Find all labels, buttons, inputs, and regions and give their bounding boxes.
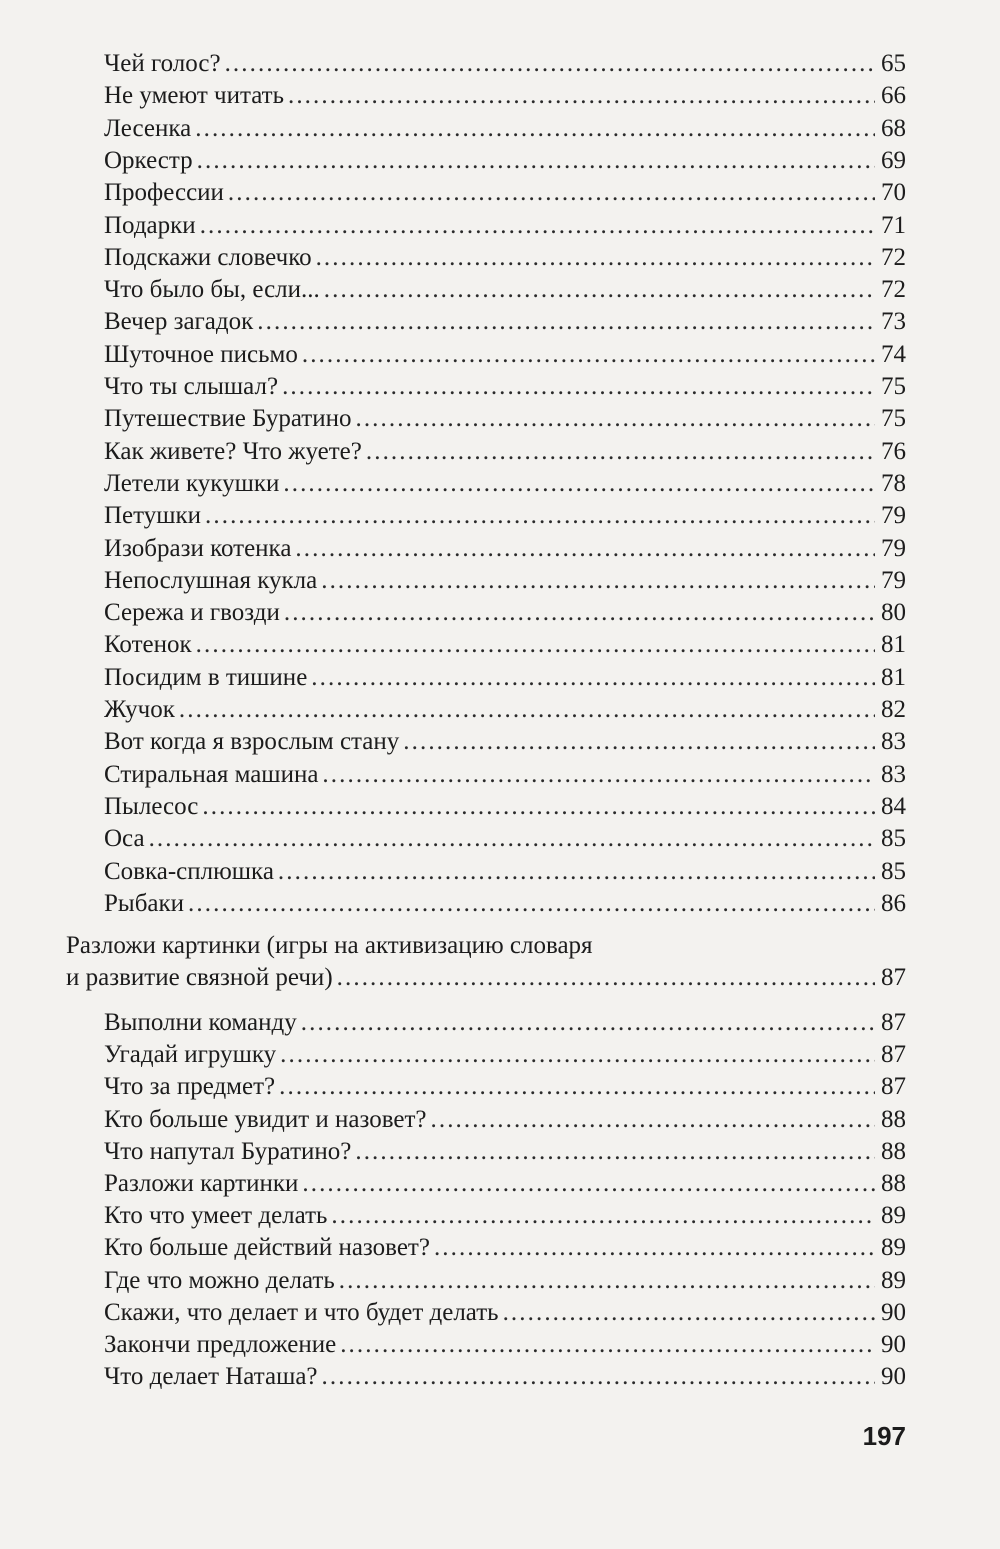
dot-leader — [282, 371, 875, 403]
toc-entry-title: Кто больше увидит и назовет? — [104, 1105, 427, 1133]
toc-entry-page-number: 79 — [881, 566, 906, 594]
dot-leader — [301, 1007, 875, 1039]
toc-entry-title: Петушки — [104, 502, 202, 530]
dot-leader — [188, 888, 875, 920]
dot-leader — [179, 694, 875, 726]
dot-leader — [355, 1136, 875, 1168]
section-title-line-1: Разложи картинки (игры на активизацию словаря — [66, 932, 593, 959]
dot-leader — [322, 759, 875, 791]
toc-entry-title: Профессии — [104, 179, 224, 207]
toc-entry-page-number: 90 — [881, 1331, 906, 1358]
toc-entry — [104, 694, 906, 726]
toc-entry-page-number: 70 — [881, 179, 906, 207]
dot-leader — [302, 1168, 875, 1200]
toc-entry-page-number: 83 — [881, 728, 906, 756]
toc-entry-page-number: 79 — [881, 534, 906, 562]
toc-entry-title: Совка-сплюшка — [104, 857, 274, 885]
dot-leader — [403, 726, 875, 758]
toc-entry-page-number: 86 — [881, 889, 906, 917]
toc-entry-title: Оса — [104, 825, 145, 853]
toc-entry — [104, 597, 906, 629]
toc-entry-title: Вечер загадок — [104, 308, 254, 336]
toc-entry-page-number: 85 — [881, 825, 906, 853]
toc-entry-page-number: 72 — [881, 276, 906, 304]
toc-entry-page-number: 87 — [881, 1009, 906, 1036]
toc-entry-page-number: 90 — [881, 1363, 906, 1391]
toc-entry — [104, 1071, 906, 1103]
toc-entry — [104, 662, 906, 694]
toc-entry — [104, 565, 906, 597]
toc-entry-page-number: 73 — [881, 308, 906, 336]
toc-entry — [104, 80, 906, 112]
toc-entry-page-number: 72 — [881, 243, 906, 271]
toc-entry-page-number: 87 — [881, 1073, 906, 1101]
toc-entry-page-number: 88 — [881, 1137, 906, 1165]
toc-entry-title: Скажи, что делает и что будет делать — [104, 1298, 499, 1326]
dot-leader — [316, 242, 875, 274]
toc-entry-title: Что было бы, если... — [104, 276, 320, 304]
toc-entry — [104, 1168, 906, 1200]
section-title-entry — [66, 962, 906, 994]
dot-leader — [331, 1200, 875, 1232]
toc-entry-title: Где что можно делать — [104, 1266, 335, 1294]
dot-leader — [295, 533, 875, 565]
toc-entry-title: Что напутал Буратино? — [104, 1137, 352, 1165]
toc-entry-title: Разложи картинки — [104, 1170, 299, 1197]
toc-entry-title: Летели кукушки — [104, 469, 280, 497]
toc-entry-page-number: 69 — [881, 146, 906, 174]
toc-entry — [104, 306, 906, 338]
toc-entry — [104, 1104, 906, 1136]
dot-leader — [321, 565, 875, 597]
toc-entry-title: Лесенка — [104, 114, 192, 142]
toc-entry — [104, 629, 906, 661]
toc-entry-title: Что за предмет? — [104, 1073, 276, 1101]
toc-entry-page-number: 71 — [881, 211, 906, 239]
toc-entry-title: Шуточное письмо — [104, 340, 298, 368]
toc-entry — [104, 177, 906, 209]
dot-leader — [322, 1361, 875, 1393]
toc-entry-page-number: 85 — [881, 857, 906, 885]
toc-entry — [104, 210, 906, 242]
toc-entry-page-number: 79 — [881, 502, 906, 530]
toc-entry — [104, 1039, 906, 1071]
toc-entry — [104, 1232, 906, 1264]
dot-leader — [302, 339, 875, 371]
toc-entry-page-number: 89 — [881, 1202, 906, 1230]
toc-entry-page-number: 74 — [881, 340, 906, 368]
toc-entry-title: Угадай игрушку — [104, 1041, 277, 1069]
toc-entry-title: Посидим в тишине — [104, 663, 308, 691]
dot-leader — [339, 1265, 875, 1297]
section-title-line-2: и развитие связной речи) — [66, 964, 333, 991]
dot-leader — [355, 403, 875, 435]
toc-entry-page-number: 68 — [881, 114, 906, 142]
toc-entry-page-number: 89 — [881, 1266, 906, 1294]
toc-entry-title: Рыбаки — [104, 889, 185, 917]
toc-entry-page-number: 81 — [881, 663, 906, 691]
dot-leader — [205, 500, 875, 532]
toc-entry — [104, 726, 906, 758]
toc-entry-page-number: 66 — [881, 82, 906, 110]
dot-leader — [197, 145, 875, 177]
toc-entry-page-number: 84 — [881, 792, 906, 820]
toc-entry-page-number: 75 — [881, 405, 906, 433]
toc-entry — [104, 48, 906, 80]
toc-entry-title: Котенок — [104, 631, 192, 659]
dot-leader — [278, 856, 875, 888]
toc-entry — [104, 468, 906, 500]
dot-leader — [283, 468, 875, 500]
toc-entry — [104, 1265, 906, 1297]
toc-entry — [104, 759, 906, 791]
toc-entry — [104, 1136, 906, 1168]
toc-entry-title: Путешествие Буратино — [104, 405, 352, 433]
toc-entry-page-number: 65 — [881, 50, 906, 77]
toc-entry-title: Изобрази котенка — [104, 534, 292, 562]
toc-entry — [104, 145, 906, 177]
toc-entry-title: Выполни команду — [104, 1009, 297, 1036]
toc-entry-page-number: 80 — [881, 599, 906, 627]
dot-leader — [503, 1297, 875, 1329]
dot-leader — [434, 1232, 875, 1264]
toc-entry — [104, 371, 906, 403]
toc-entry — [104, 1361, 906, 1393]
toc-entry — [104, 1007, 906, 1039]
toc-entry — [104, 242, 906, 274]
dot-leader — [337, 962, 875, 994]
toc-entry — [104, 888, 906, 920]
dot-leader — [279, 1071, 875, 1103]
dot-leader — [366, 436, 875, 468]
dot-leader — [196, 629, 875, 661]
toc-entry-title: Кто что умеет делать — [104, 1202, 328, 1230]
dot-leader — [311, 662, 875, 694]
toc-entry-page-number: 78 — [881, 469, 906, 497]
dot-leader — [324, 274, 875, 306]
toc-entry-title: Как живете? Что жуете? — [104, 437, 362, 465]
toc-entry-title: Непослушная кукла — [104, 566, 318, 594]
toc-entry — [104, 500, 906, 532]
toc-entry-title: Пылесос — [104, 792, 199, 820]
toc-entry — [104, 533, 906, 565]
toc-entry — [104, 856, 906, 888]
toc-entry-title: Вот когда я взрослым стану — [104, 728, 400, 756]
toc-entry-page-number: 76 — [881, 437, 906, 465]
dot-leader — [284, 597, 875, 629]
toc-entry-title: Оркестр — [104, 146, 193, 174]
toc-entry-page-number: 81 — [881, 631, 906, 659]
dot-leader — [228, 177, 875, 209]
toc-entry-title: Кто больше действий назовет? — [104, 1234, 430, 1262]
toc-entry-title: Подарки — [104, 211, 196, 239]
toc-entry-page-number: 87 — [881, 1041, 906, 1069]
toc-entry — [104, 113, 906, 145]
toc-entry — [104, 1200, 906, 1232]
dot-leader — [431, 1104, 876, 1136]
toc-entry-title: Что делает Наташа? — [104, 1363, 318, 1391]
toc-entry — [104, 823, 906, 855]
dot-leader — [257, 306, 875, 338]
toc-entry-page-number: 90 — [881, 1298, 906, 1326]
toc-entry — [104, 1329, 906, 1361]
toc-entry-title: Сережа и гвозди — [104, 599, 280, 627]
toc-entry — [104, 436, 906, 468]
toc-entry-title: Закончи предложение — [104, 1331, 337, 1358]
toc-entry — [104, 339, 906, 371]
toc-entry-page-number: 82 — [881, 696, 906, 723]
section-page-number: 87 — [881, 964, 906, 991]
dot-leader — [280, 1039, 875, 1071]
toc-entry-page-number: 83 — [881, 760, 906, 788]
toc-entry-title: Подскажи словечко — [104, 243, 312, 271]
dot-leader — [202, 791, 875, 823]
dot-leader — [195, 113, 875, 145]
toc-entry-title: Жучок — [104, 696, 175, 723]
toc-entry — [104, 274, 906, 306]
toc-entry — [104, 1297, 906, 1329]
toc-entry-title: Стиральная машина — [104, 760, 319, 788]
toc-entry-page-number: 89 — [881, 1234, 906, 1262]
dot-leader — [225, 48, 875, 80]
toc-entry-title: Чей голос? — [104, 50, 221, 77]
toc-entry-page-number: 88 — [881, 1170, 906, 1197]
dot-leader — [340, 1329, 875, 1361]
toc-entry-page-number: 75 — [881, 373, 906, 400]
toc-entry-title: Не умеют читать — [104, 82, 284, 110]
toc-entry-page-number: 88 — [881, 1105, 906, 1133]
toc-entry — [104, 791, 906, 823]
dot-leader — [149, 823, 875, 855]
dot-leader — [200, 210, 875, 242]
toc-entry-title: Что ты слышал? — [104, 373, 279, 400]
dot-leader — [288, 80, 875, 112]
page-number: 197 — [862, 1421, 906, 1451]
toc-entry — [104, 403, 906, 435]
